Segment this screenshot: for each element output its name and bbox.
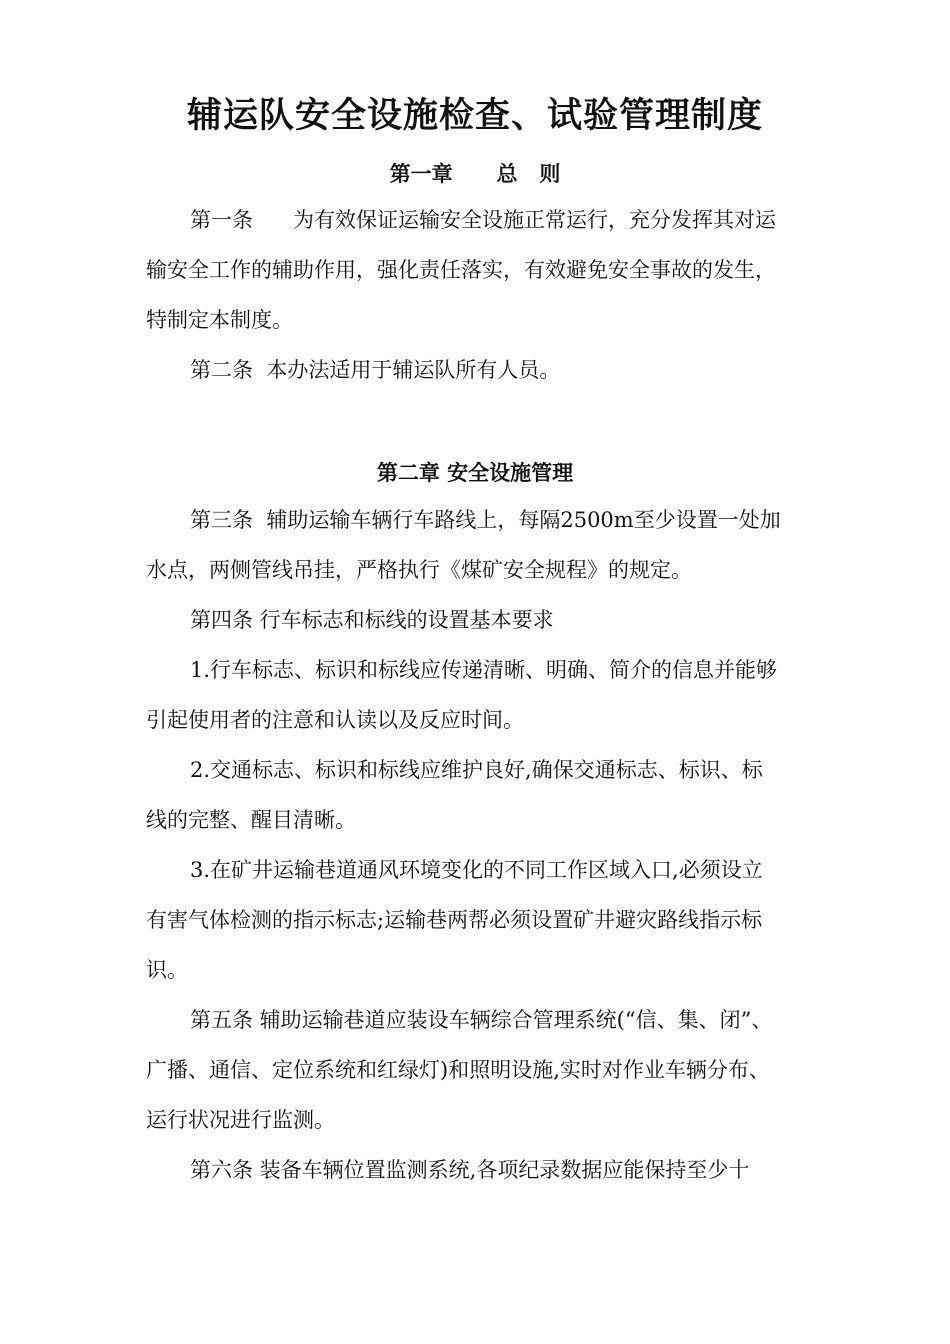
article-1-line-1: 第一条 为有效保证运输安全设施正常运行，充分发挥其对运 — [190, 208, 777, 232]
item-1-line-1: 1.行车标志、标识和标线应传递清晰、明确、简介的信息并能够 — [190, 658, 778, 682]
item-1-line-2: 引起使用者的注意和认读以及反应时间。 — [146, 708, 524, 732]
chapter-2-title: 第二章 安全设施管理 — [376, 460, 574, 485]
article-3-line-1: 第三条 辅助运输车辆行车路线上，每隔2500m至少设置一处加 — [190, 508, 781, 532]
item-2-line-2: 线的完整、醒目清晰。 — [146, 808, 356, 832]
article-2-line: 第二条 本办法适用于辅运队所有人员。 — [190, 358, 561, 382]
item-3-line-3: 识。 — [146, 958, 188, 982]
article-1-line-2: 输安全工作的辅助作用，强化责任落实，有效避免安全事故的发生， — [146, 258, 776, 282]
article-5-line-2: 广播、通信、定位系统和红绿灯)和照明设施,实时对作业车辆分布、 — [146, 1058, 770, 1082]
article-3-line-2: 水点，两侧管线吊挂，严格执行《煤矿安全规程》的规定。 — [146, 558, 692, 582]
article-1-line-3: 特制定本制度。 — [146, 308, 293, 332]
item-2-line-1: 2.交通标志、标识和标线应维护良好,确保交通标志、标识、标 — [190, 758, 763, 782]
article-5-line-1: 第五条 辅助运输巷道应装设车辆综合管理系统(“信、集、闭”、 — [190, 1008, 773, 1032]
chapter-1-title: 第一章 总 则 — [389, 161, 561, 186]
item-3-line-2: 有害气体检测的指示标志;运输巷两帮必须设置矿井避灾路线指示标 — [146, 908, 763, 932]
document-title: 辅运队安全设施检查、试验管理制度 — [186, 95, 763, 136]
article-4-heading: 第四条 行车标志和标线的设置基本要求 — [190, 608, 554, 632]
item-3-line-1: 3.在矿井运输巷道通风环境变化的不同工作区域入口,必须设立 — [190, 858, 763, 882]
article-5-line-3: 运行状况进行监测。 — [146, 1108, 335, 1132]
article-6-line: 第六条 装备车辆位置监测系统,各项纪录数据应能保持至少十 — [190, 1158, 750, 1182]
